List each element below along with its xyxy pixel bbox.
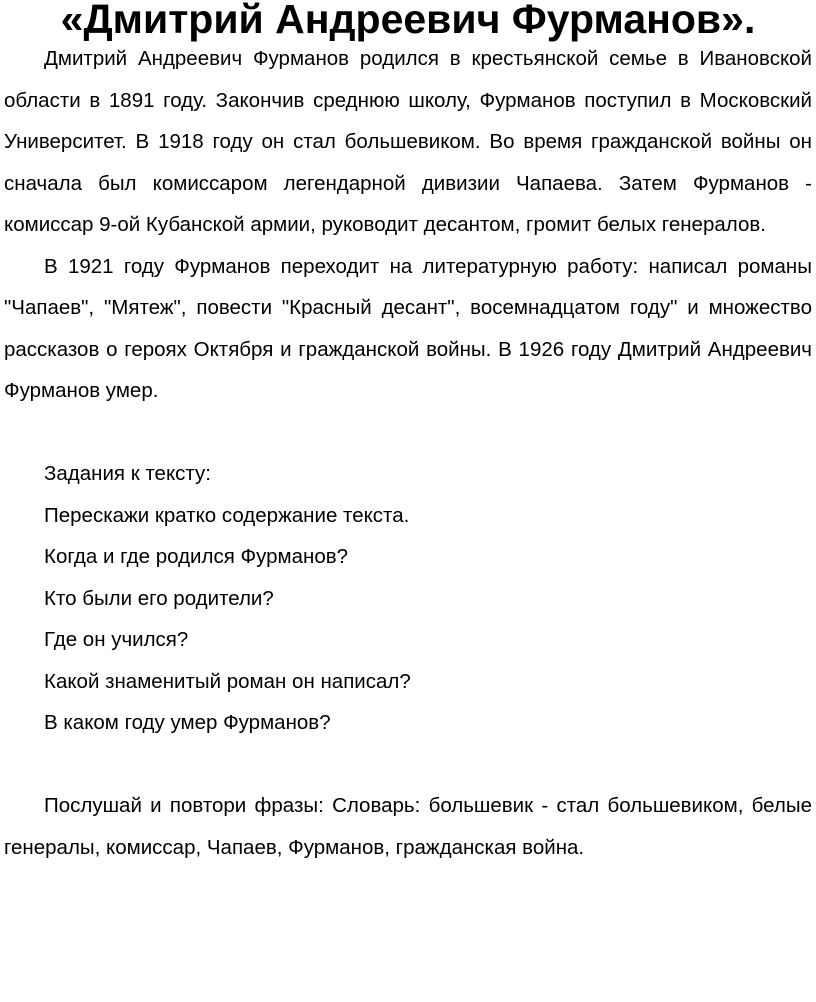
- spacer: [4, 744, 812, 786]
- task-item: Какой знаменитый роман он написал?: [44, 669, 411, 693]
- paragraph-literary-work: В 1921 году Фурманов переходит на литературную работу: написал романы "Чапаев", "Мятеж", повести "Красный десант", восемнадцатом году" и множество рассказов о героях Октября и гражданской войны. В 1926 году Дмитрий Андреевич Фурманов умер.: [4, 254, 812, 402]
- task-item: В каком году умер Фурманов?: [44, 711, 331, 734]
- task-item: Когда и где родился Фурманов?: [44, 545, 349, 568]
- document-title: «Дмитрий Андреевич Фурманов».: [60, 0, 756, 42]
- task-item: Кто были его родители?: [44, 586, 274, 610]
- task-item: Где он учился?: [44, 628, 189, 651]
- paragraph-biography: Дмитрий Андреевич Фурманов родился в крестьянской семье в Ивановской области в 1891 году. Закончив среднюю школу, Фурманов поступил в Московский Университет. В 1918 году он стал большевиком. Во время гражданской войны он сначала был комиссаром легендарной дивизии Чапаева. Затем Фурманов - комиссар 9-ой Кубанской армии, руководит десантом, громит белых генералов.: [4, 47, 812, 236]
- task-item: Перескажи кратко содержание текста.: [44, 503, 410, 527]
- vocabulary-paragraph: Послушай и повтори фразы: Словарь: большевик - стал большевиком, белые генералы, комиссар, Чапаев, Фурманов, гражданская война.: [4, 794, 812, 859]
- document-page: [4, 0, 812, 868]
- tasks-heading: Задания к тексту:: [44, 462, 211, 485]
- spacer: [4, 412, 812, 454]
